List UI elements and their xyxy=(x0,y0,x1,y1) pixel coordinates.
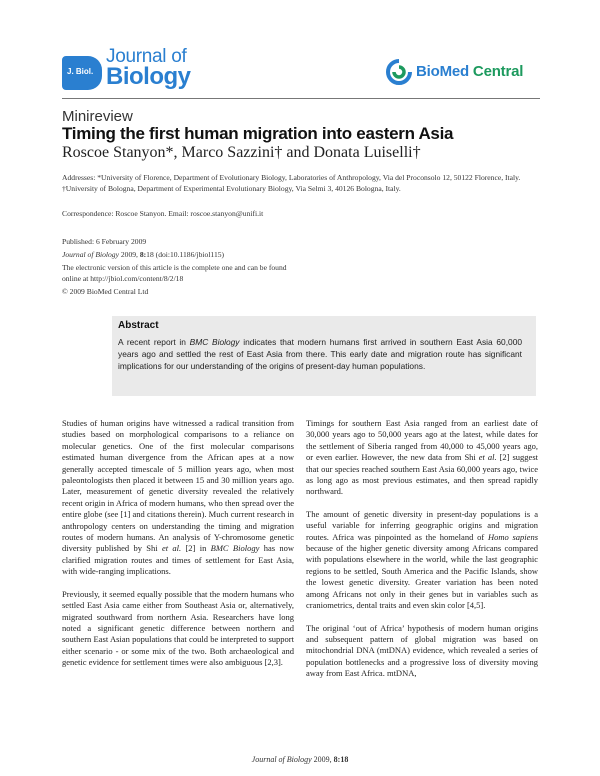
biomed-central-logo-icon xyxy=(386,59,412,85)
header-divider xyxy=(62,98,540,99)
body-right-column xyxy=(306,418,538,691)
citation: Journal of Biology 2009, 8:18 (doi:10.1186/jbiol115) xyxy=(62,250,225,259)
copyright: © 2009 BioMed Central Ltd xyxy=(62,287,149,296)
article-type: Minireview xyxy=(62,108,133,125)
paragraph: The amount of genetic diversity in present-day populations is a useful variable for inferring geographic origins and migration routes. Africa was pinpointed as the homeland of Homo sapiens because of the higher genetic diversity among Africans compared with populations elsewhere in the world, while the last geographic regions to be settled, South America and the Pacific Islands, show the lowest genetic diversity. Greater variation has been noted among Africans not only in their genes but in variables such as craniometrics, dental traits and even skin color [4,5]. xyxy=(306,508,539,611)
paragraph: Studies of human origins have witnessed a radical transition from studies based on morphological comparisons to a reliance on molecular genetics. One of the first molecular comparisons estimated human divergence from the African apes at a now generally accepted timescale of 5 million years ago, when most paleontologists then placed it between 15 and 30 million years ago. Later, measurement of genetic diversity revealed the relatively recent origin in Africa of modern humans, who then spread over the entire globe (see [1] and citations therein). Much current research in anthropology centers on understanding the timing and migration routes of modern humans. An analysis of Y-chromosome genetic diversity published by Shi et al. [2] in BMC Biology has now clarified migration routes and times of settlement for East Asia, with wide-ranging implications. xyxy=(62,418,294,577)
publisher-name: BioMed Central xyxy=(416,63,524,80)
journal-logo-icon xyxy=(62,56,102,90)
abstract-text: A recent report in BMC Biology indicates that modern humans first arrived in southern East Asia 60,000 years ago and settled the rest of East Asia from there. This early date and migration route has significant implications for our understanding of the origins of present-day human populations. xyxy=(118,337,523,372)
body-left-column xyxy=(62,418,294,680)
abstract-heading: Abstract xyxy=(118,320,159,331)
addresses: Addresses: *University of Florence, Department of Evolutionary Biology, Laboratories of Anthropology, Via del Proconsolo 12, 50122 Florence, Italy. †University of Bologna, Department of Experimental Evolutionary Biology, Via Selmi 3, 40126 Bologna, Italy. xyxy=(62,173,521,193)
journal-logo-text: J. Biol. xyxy=(67,67,94,76)
page-footer: Journal of Biology 2009, 8:18 xyxy=(251,755,349,764)
journal-name-line1: Journal of xyxy=(106,46,187,67)
journal-name-line2: Biology xyxy=(106,63,191,90)
paragraph: Timings for southern East Asia ranged from an earliest date of 30,000 years ago to 50,000 years ago at the latest, while dates for the settlement of Siberia ranged from 40,000 to 45,000 years ago, or even earlier. However, the new data from Shi et al. [2] suggest that our species reached southern East Asia 60,000 years ago, twice as long ago as most previous estimates, and then spread rapidly northward. xyxy=(306,418,538,497)
published-date: Published: 6 February 2009 xyxy=(62,237,147,246)
online-note: The electronic version of this article is the complete one and can be found online at http://jbiol.com/content/8/2/18 xyxy=(62,263,287,283)
correspondence: Correspondence: Roscoe Stanyon. Email: roscoe.stanyon@unifi.it xyxy=(62,209,264,218)
paragraph: Previously, it seemed equally possible that the modern humans who settled East Asia came either from Southeast Asia or, alternatively, migrated southward from northern Asia. Researchers have long noted a significant genetic difference between northern and southern East Asian populations that could be interpreted to support either scenario - or some mix of the two. Both archaeological and genetic evidence for settlement times were also ambiguous [2,3]. xyxy=(62,588,294,668)
article-title: Timing the first human migration into eastern Asia xyxy=(62,124,454,143)
paragraph: The original ‘out of Africa’ hypothesis of modern human origins and subsequent pattern of global migration was based on mitochondrial DNA (mtDNA) evidence, which revealed a series of population bottlenecks and a progressive loss of diversity moving away from East Africa. mtDNA, xyxy=(306,622,538,679)
publication-info xyxy=(62,236,302,299)
authors: Roscoe Stanyon*, Marco Sazzini† and Donata Luiselli† xyxy=(62,144,421,161)
